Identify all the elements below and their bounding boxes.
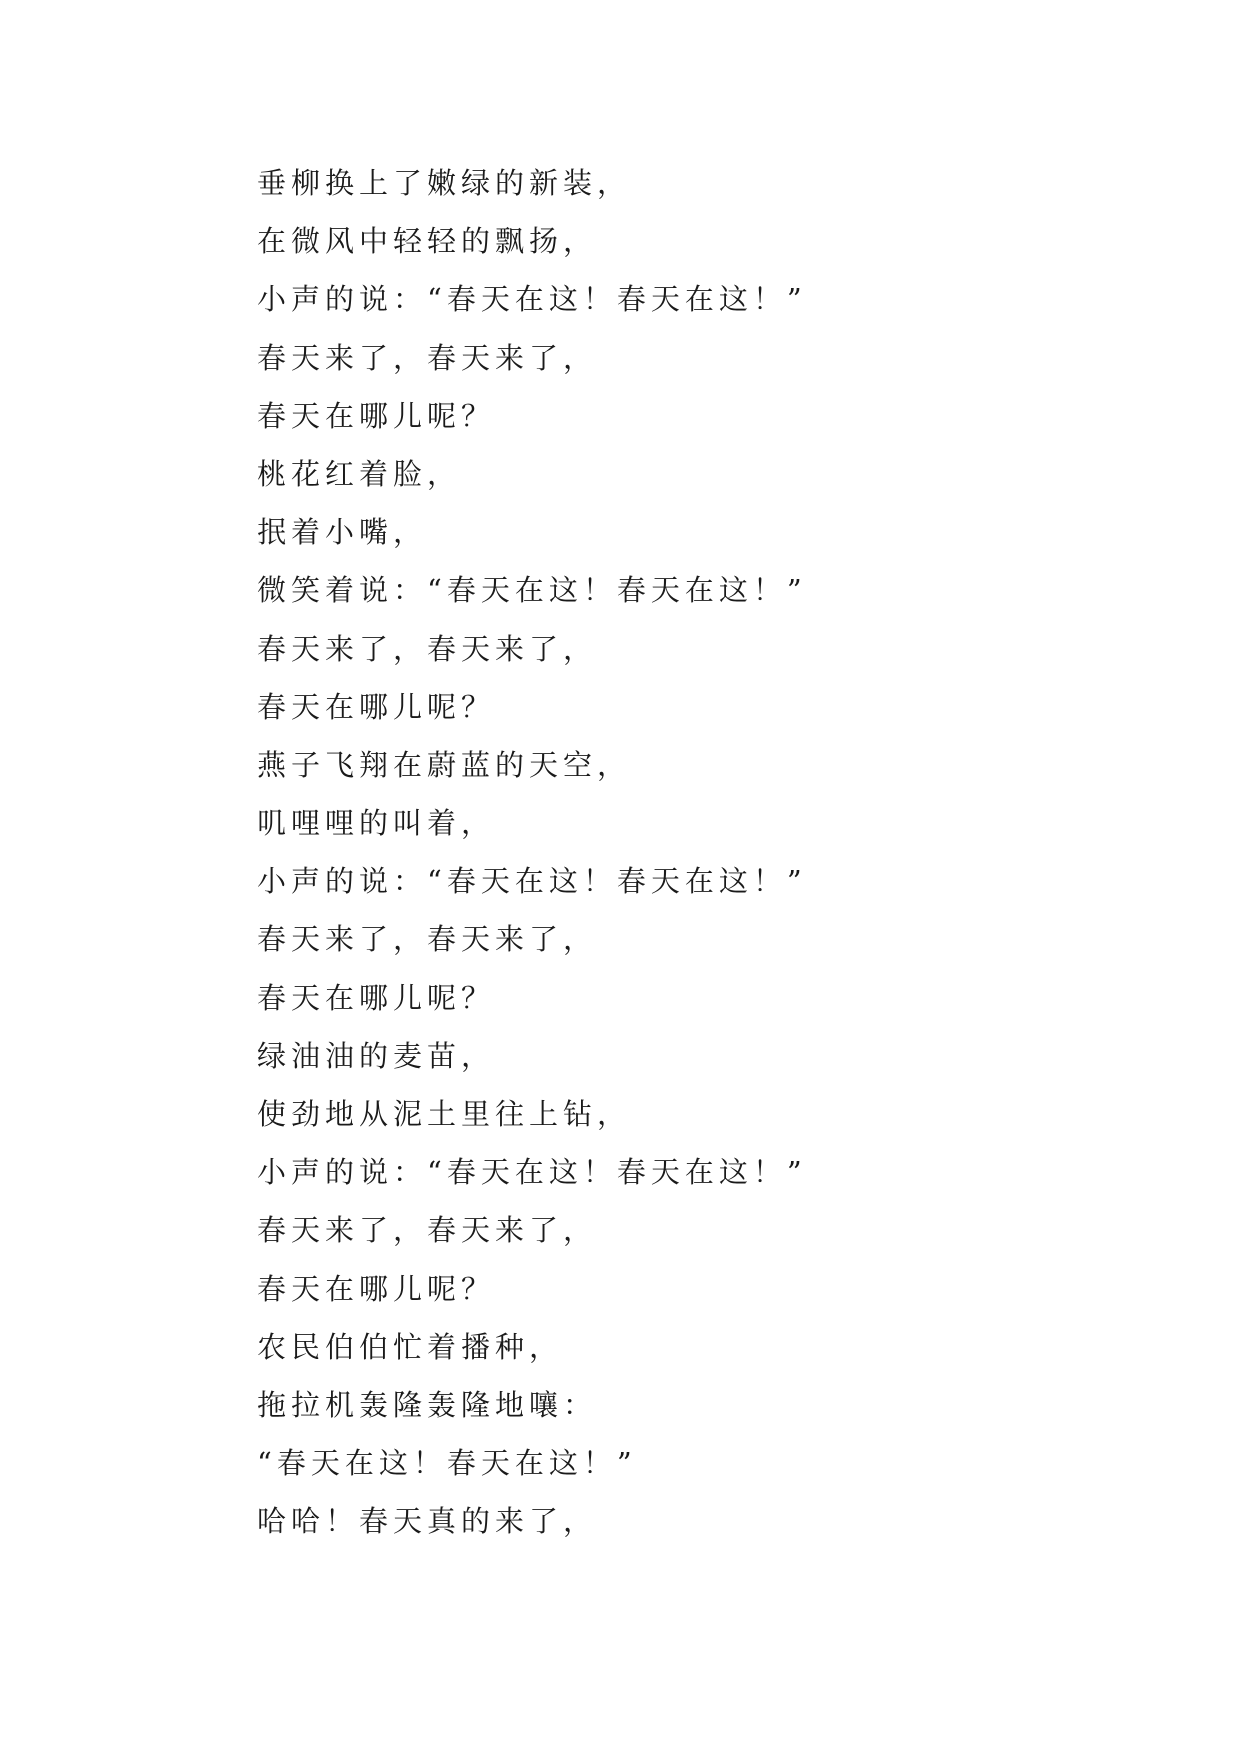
poem-line: 使劲地从泥土里往上钻，	[257, 1097, 632, 1131]
poem-line: 农民伯伯忙着播种，	[257, 1329, 564, 1364]
poem-line: 春天在哪儿呢？	[257, 1271, 496, 1306]
poem-line: 哈哈！春天真的来了，	[257, 1504, 598, 1539]
poem-line: 绿油油的麦苗，	[257, 1038, 496, 1073]
poem-line: 春天在哪儿呢？	[257, 980, 496, 1015]
poem-line: “春天在这！春天在这！”	[257, 1446, 637, 1481]
poem-line: 小声的说：“春天在这！春天在这！”	[257, 1155, 807, 1190]
poem-line: 春天在哪儿呢？	[257, 398, 496, 433]
poem-line: 桃花红着脸，	[257, 456, 462, 491]
poem-line: 微笑着说：“春天在这！春天在这！”	[257, 573, 807, 608]
poem-line: 春天来了，春天来了，	[257, 340, 598, 375]
poem-line: 春天来了，春天来了，	[257, 631, 598, 666]
poem-line: 小声的说：“春天在这！春天在这！”	[257, 282, 807, 317]
poem-line: 春天在哪儿呢？	[257, 689, 496, 724]
poem-line: 春天来了，春天来了，	[257, 922, 598, 957]
poem-line: 垂柳换上了嫩绿的新装，	[257, 166, 632, 200]
poem-line: 在微风中轻轻的飘扬，	[257, 224, 598, 259]
poem-line: 抿着小嘴，	[257, 515, 428, 550]
poem-line: 燕子飞翔在蔚蓝的天空，	[257, 747, 632, 782]
poem-line: 春天来了，春天来了，	[257, 1213, 598, 1248]
poem-line: 小声的说：“春天在这！春天在这！”	[257, 864, 807, 899]
poem-line: 叽哩哩的叫着，	[257, 806, 496, 841]
poem-line: 拖拉机轰隆轰隆地嚷：	[257, 1387, 598, 1422]
poem-body	[257, 154, 807, 1551]
